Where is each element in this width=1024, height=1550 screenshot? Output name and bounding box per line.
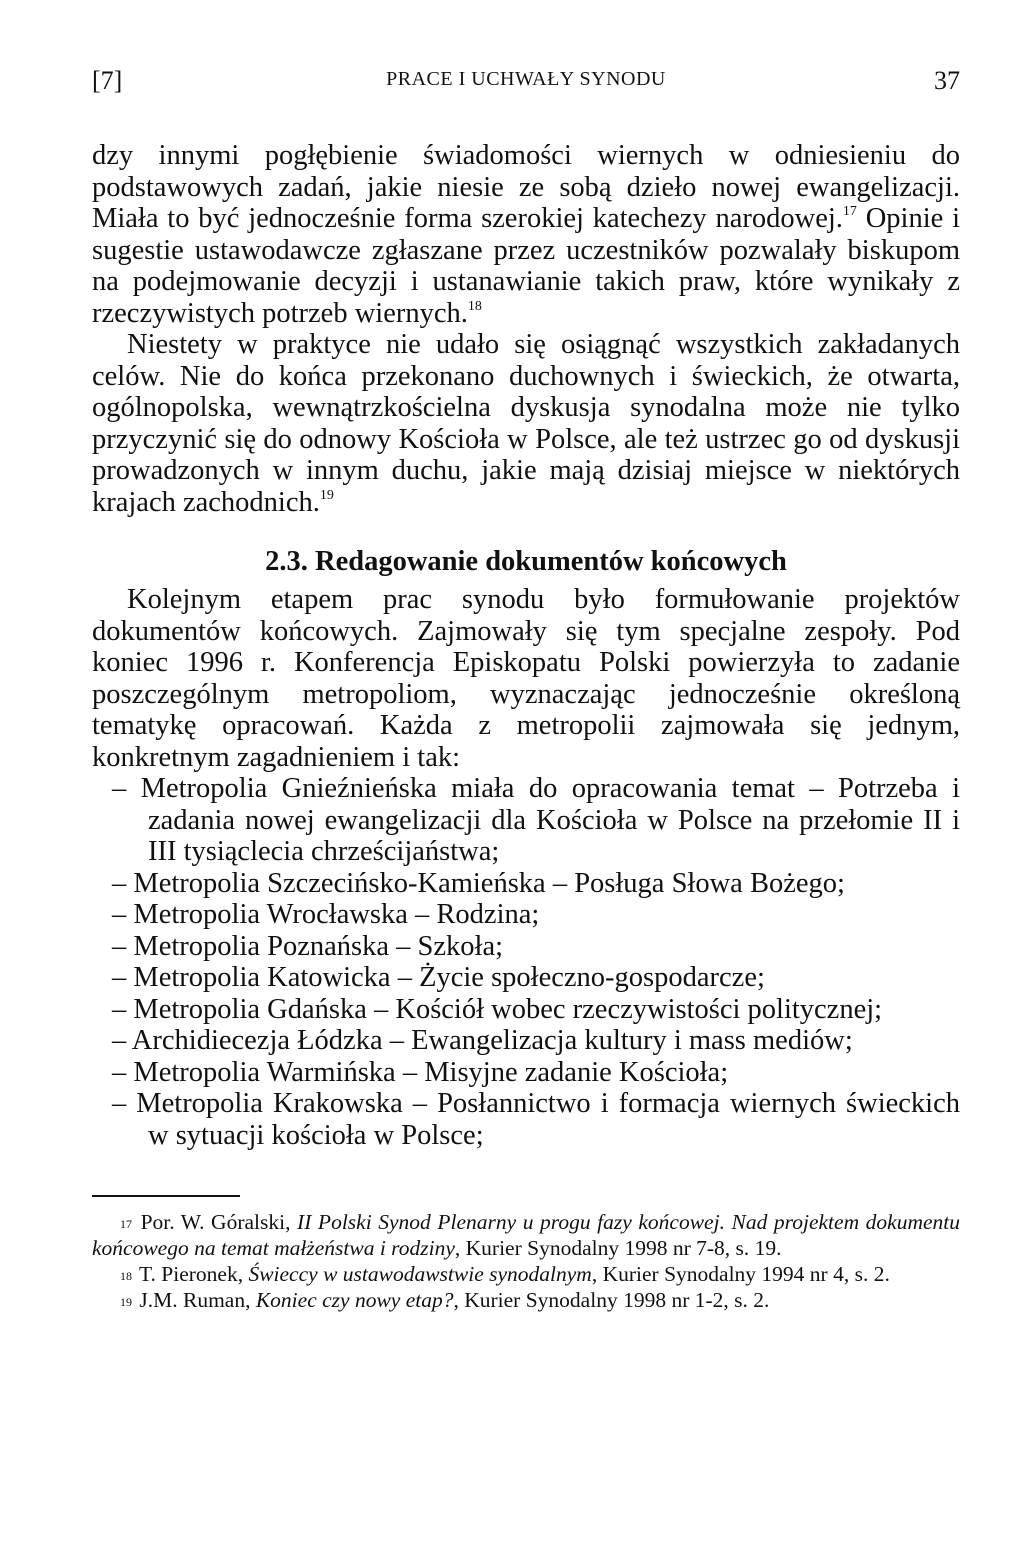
running-title: PRACE I UCHWAŁY SYNODU xyxy=(386,68,666,90)
section-heading: 2.3. Redagowanie dokumentów końcowych xyxy=(265,546,787,577)
footnotes xyxy=(92,1209,960,1313)
footnote-ref-17[interactable]: 17 xyxy=(842,204,857,219)
footnote-title: Koniec czy nowy etap? xyxy=(255,1288,454,1312)
list-item: – Metropolia Szczecińsko-Kamieńska – Posługa Słowa Bożego; xyxy=(112,867,845,899)
footnote-title: II Polski Synod Plenarny u progu fazy końcowej. Nad projektem dokumentu końcowego na temat małżeństwa i rodziny xyxy=(92,1210,960,1260)
footnote-18 xyxy=(92,1261,960,1287)
running-head xyxy=(92,60,960,100)
metropolia-list xyxy=(92,773,960,1151)
footnote-source: , Kurier Synodalny 1994 nr 4, s. 2. xyxy=(591,1262,890,1286)
footnote-ref-19[interactable]: 19 xyxy=(319,487,334,503)
footnote-ref-18[interactable]: 18 xyxy=(467,298,482,314)
footnote-source: , Kurier Synodalny 1998 nr 7-8, s. 19. xyxy=(454,1236,782,1260)
list-item: – Metropolia Warmińska – Misyjne zadanie Kościoła; xyxy=(112,1056,729,1088)
paragraph-1-part-a: dzy innymi pogłębienie świadomości wiernych w odniesieniu do podstawowych zadań, jakie niesie ze sobą dzieło nowej ewangelizacji. Miała to być jednocześnie forma szerokiej katechezy narodowej. xyxy=(92,140,960,234)
footnote-number: 17 xyxy=(120,1217,132,1231)
paragraph-1 xyxy=(92,140,960,329)
paragraph-1-part-b: Opinie i sugestie ustawodawcze zgłaszane przez uczestników pozwalały biskupom na podejmowanie decyzji i ustanawianie takich praw, które wynikały z rzeczywistych potrzeb wiernych. xyxy=(92,203,960,329)
list-item: – Metropolia Gnieźnieńska miała do opracowania temat – Potrzeba i zadania nowej ewangelizacji dla Kościoła w Polsce na przełomie II i III tysiąclecia chrześcijaństwa; xyxy=(112,773,960,867)
footnote-number: 18 xyxy=(120,1269,132,1283)
paragraph-3: Kolejnym etapem prac synodu było formułowanie projektów dokumentów końcowych. Zajmowały się tym specjalne zespoły. Pod koniec 1996 r. Konferencja Episkopatu Polski powierzyła to zadanie poszczególnym metropoliom, wyznaczając jednocześnie określoną tematykę opracowań. Każda z metropolii zajmowała się jednym, konkretnym zagadnieniem i tak: xyxy=(92,584,960,773)
footnote-number: 19 xyxy=(120,1295,132,1309)
list-item: – Metropolia Poznańska – Szkoła; xyxy=(112,930,504,962)
page-number: 37 xyxy=(934,66,960,95)
list-item: – Metropolia Wrocławska – Rodzina; xyxy=(112,899,540,930)
footnote-text: Por. W. Góralski, xyxy=(134,1210,298,1234)
list-item: – Metropolia Gdańska – Kościół wobec rzeczywistości politycznej; xyxy=(112,993,883,1025)
list-item: – Metropolia Katowicka – Życie społeczno-gospodarcze; xyxy=(112,962,765,993)
list-item: – Archidiecezja Łódzka – Ewangelizacja kultury i mass mediów; xyxy=(112,1025,853,1056)
page xyxy=(92,60,960,1313)
footnote-text: T. Pieronek, xyxy=(134,1262,249,1286)
body-text xyxy=(92,140,960,1151)
chapter-marker: [7] xyxy=(92,66,123,95)
paragraph-2 xyxy=(92,329,960,518)
footnote-title: Świeccy w ustawodawstwie synodalnym xyxy=(248,1262,592,1286)
footnote-source: , Kurier Synodalny 1998 nr 1-2, s. 2. xyxy=(453,1288,770,1312)
footnote-separator xyxy=(92,1195,240,1197)
footnote-17 xyxy=(92,1209,960,1261)
footnote-text: J.M. Ruman, xyxy=(134,1288,256,1312)
list-item: – Metropolia Krakowska – Posłannictwo i formacja wiernych świeckich w sytuacji kościoła w Polsce; xyxy=(112,1088,960,1151)
paragraph-2-text: Niestety w praktyce nie udało się osiągnąć wszystkich zakładanych celów. Nie do końca przekonano duchownych i świeckich, że otwarta, ogólnopolska, wewnątrzkościelna dyskusja synodalna może nie tylko przyczynić się do odnowy Kościoła w Polsce, ale też ustrzec go od dyskusji prowadzonych w innym duchu, jakie mają dzisiaj miejsce w niektórych krajach zachodnich. xyxy=(92,329,960,518)
footnote-19 xyxy=(92,1287,960,1313)
